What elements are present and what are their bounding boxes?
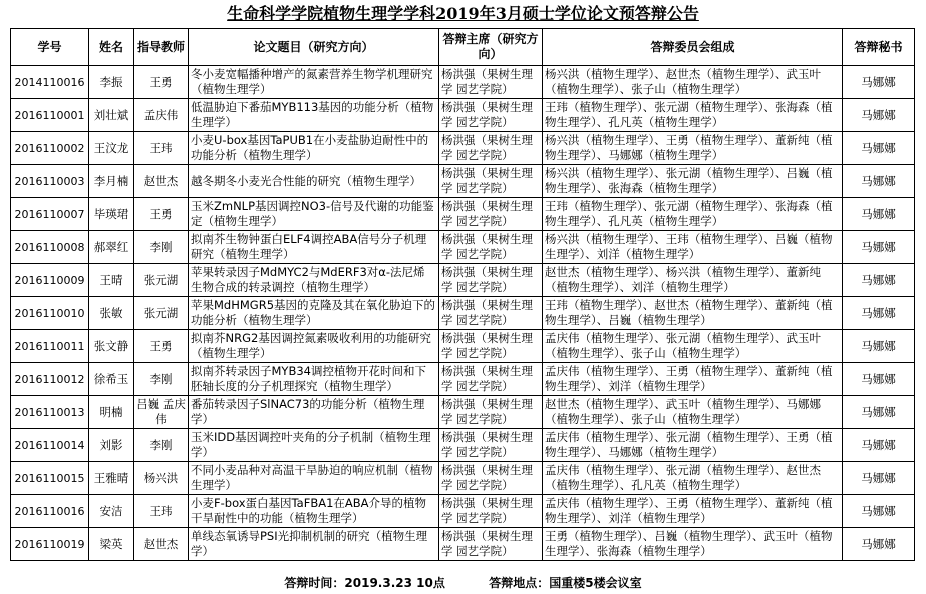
header-id: 学号	[11, 29, 89, 66]
table-row	[11, 297, 915, 330]
student-id-cell: 2016110009	[11, 264, 89, 297]
secretary-cell: 马娜娜	[843, 462, 915, 495]
table-row	[11, 264, 915, 297]
advisor-cell: 王勇	[134, 330, 189, 363]
table-row	[11, 99, 915, 132]
header-chair: 答辩主席（研究方向）	[439, 29, 543, 66]
advisor-cell: 王勇	[134, 198, 189, 231]
advisor-cell: 张元湖	[134, 297, 189, 330]
student-id-cell: 2016110007	[11, 198, 89, 231]
committee-cell: 孟庆伟（植物生理学）、张元湖（植物生理学）、赵世杰（植物生理学）、孔凡英（植物生理学）	[543, 462, 843, 495]
secretary-cell: 马娜娜	[843, 264, 915, 297]
advisor-cell: 赵世杰	[134, 165, 189, 198]
advisor-cell: 杨兴洪	[134, 462, 189, 495]
secretary-cell: 马娜娜	[843, 528, 915, 561]
student-name-cell: 王雅晴	[89, 462, 134, 495]
topic-cell: 拟南芥转录因子MYB34调控植物开花时间和下胚轴长度的分子机理探究（植物生理学）	[189, 363, 439, 396]
secretary-cell: 马娜娜	[843, 495, 915, 528]
secretary-cell: 马娜娜	[843, 231, 915, 264]
page-title: 生命科学学院植物生理学学科2019年3月硕士学位论文预答辩公告	[227, 4, 699, 23]
chair-cell: 杨洪强（果树生理学 园艺学院）	[439, 198, 543, 231]
committee-cell: 杨兴洪（植物生理学）、王勇（植物生理学）、董新纯（植物生理学）、马娜娜（植物生理学）	[543, 132, 843, 165]
topic-cell: 拟南芥NRG2基因调控氮素吸收利用的功能研究（植物生理学）	[189, 330, 439, 363]
secretary-cell: 马娜娜	[843, 429, 915, 462]
student-name-cell: 刘影	[89, 429, 134, 462]
student-name-cell: 张文静	[89, 330, 134, 363]
secretary-cell: 马娜娜	[843, 363, 915, 396]
student-id-cell: 2016110002	[11, 132, 89, 165]
chair-cell: 杨洪强（果树生理学 园艺学院）	[439, 330, 543, 363]
topic-cell: 越冬期冬小麦光合性能的研究（植物生理学）	[189, 165, 439, 198]
advisor-cell: 王玮	[134, 495, 189, 528]
chair-cell: 杨洪强（果树生理学 园艺学院）	[439, 495, 543, 528]
student-id-cell: 2016110011	[11, 330, 89, 363]
committee-cell: 杨兴洪（植物生理学）、王玮（植物生理学）、吕巍（植物生理学）、刘洋（植物生理学）	[543, 231, 843, 264]
table-row	[11, 231, 915, 264]
table-row	[11, 528, 915, 561]
secretary-cell: 马娜娜	[843, 165, 915, 198]
header-committee: 答辩委员会组成	[543, 29, 843, 66]
table-row	[11, 330, 915, 363]
defense-time: 答辩时间：2019.3.23 10点	[284, 576, 445, 590]
topic-cell: 拟南芥生物钟蛋白ELF4调控ABA信号分子机理研究（植物生理学）	[189, 231, 439, 264]
topic-cell: 小麦U-box基因TaPUB1在小麦盐胁迫耐性中的功能分析（植物生理学）	[189, 132, 439, 165]
committee-cell: 杨兴洪（植物生理学）、张元湖（植物生理学）、吕巍（植物生理学）、张海森（植物生理学）	[543, 165, 843, 198]
student-name-cell: 梁英	[89, 528, 134, 561]
defense-table	[10, 28, 915, 561]
student-id-cell: 2016110014	[11, 429, 89, 462]
table-row	[11, 495, 915, 528]
student-id-cell: 2016110008	[11, 231, 89, 264]
student-id-cell: 2016110013	[11, 396, 89, 429]
chair-cell: 杨洪强（果树生理学 园艺学院）	[439, 231, 543, 264]
header-secretary: 答辩秘书	[843, 29, 915, 66]
chair-cell: 杨洪强（果树生理学 园艺学院）	[439, 528, 543, 561]
advisor-cell: 王玮	[134, 132, 189, 165]
topic-cell: 玉米IDD基因调控叶夹角的分子机制（植物生理学）	[189, 429, 439, 462]
committee-cell: 王勇（植物生理学）、吕巍（植物生理学）、武玉叶（植物生理学）、张海森（植物生理学）	[543, 528, 843, 561]
table-row	[11, 165, 915, 198]
committee-cell: 孟庆伟（植物生理学）、张元湖（植物生理学）、王勇（植物生理学）、马娜娜（植物生理学）	[543, 429, 843, 462]
chair-cell: 杨洪强（果树生理学 园艺学院）	[439, 99, 543, 132]
student-id-cell: 2016110001	[11, 99, 89, 132]
header-advisor: 指导教师	[134, 29, 189, 66]
student-name-cell: 安洁	[89, 495, 134, 528]
header-topic: 论文题目（研究方向）	[189, 29, 439, 66]
student-id-cell: 2016110003	[11, 165, 89, 198]
secretary-cell: 马娜娜	[843, 330, 915, 363]
table-row	[11, 396, 915, 429]
secretary-cell: 马娜娜	[843, 99, 915, 132]
advisor-cell: 李刚	[134, 363, 189, 396]
chair-cell: 杨洪强（果树生理学 园艺学院）	[439, 264, 543, 297]
advisor-cell: 李刚	[134, 429, 189, 462]
topic-cell: 冬小麦宽幅播种增产的氮素营养生物学机理研究（植物生理学）	[189, 66, 439, 99]
student-name-cell: 王汶龙	[89, 132, 134, 165]
secretary-cell: 马娜娜	[843, 66, 915, 99]
topic-cell: 小麦F-box蛋白基因TaFBA1在ABA介导的植物干旱耐性中的功能（植物生理学）	[189, 495, 439, 528]
topic-cell: 玉米ZmNLP基因调控NO3-信号及代谢的功能鉴定（植物生理学）	[189, 198, 439, 231]
chair-cell: 杨洪强（果树生理学 园艺学院）	[439, 429, 543, 462]
student-id-cell: 2016110016	[11, 495, 89, 528]
student-name-cell: 郝翠红	[89, 231, 134, 264]
footer	[0, 575, 926, 591]
chair-cell: 杨洪强（果树生理学 园艺学院）	[439, 66, 543, 99]
committee-cell: 王玮（植物生理学）、张元湖（植物生理学）、张海森（植物生理学）、孔凡英（植物生理学）	[543, 198, 843, 231]
committee-cell: 王玮（植物生理学）、张元湖（植物生理学）、张海森（植物生理学）、孔凡英（植物生理学）	[543, 99, 843, 132]
student-id-cell: 2016110015	[11, 462, 89, 495]
secretary-cell: 马娜娜	[843, 198, 915, 231]
topic-cell: 番茄转录因子SlNAC73的功能分析（植物生理学）	[189, 396, 439, 429]
student-id-cell: 2016110019	[11, 528, 89, 561]
committee-cell: 孟庆伟（植物生理学）、张元湖（植物生理学）、武玉叶（植物生理学）、张子山（植物生理学）	[543, 330, 843, 363]
chair-cell: 杨洪强（果树生理学 园艺学院）	[439, 462, 543, 495]
student-id-cell: 2016110010	[11, 297, 89, 330]
topic-cell: 苹果MdHMGR5基因的克隆及其在氧化胁迫下的功能分析（植物生理学）	[189, 297, 439, 330]
advisor-cell: 李刚	[134, 231, 189, 264]
advisor-cell: 孟庆伟	[134, 99, 189, 132]
secretary-cell: 马娜娜	[843, 297, 915, 330]
topic-cell: 低温胁迫下番茄MYB113基因的功能分析（植物生理学）	[189, 99, 439, 132]
chair-cell: 杨洪强（果树生理学 园艺学院）	[439, 297, 543, 330]
committee-cell: 杨兴洪（植物生理学）、赵世杰（植物生理学）、武玉叶（植物生理学）、张子山（植物生理学）	[543, 66, 843, 99]
chair-cell: 杨洪强（果树生理学 园艺学院）	[439, 165, 543, 198]
student-name-cell: 张敏	[89, 297, 134, 330]
student-id-cell: 2016110012	[11, 363, 89, 396]
student-name-cell: 李振	[89, 66, 134, 99]
committee-cell: 赵世杰（植物生理学）、杨兴洪（植物生理学）、董新纯（植物生理学）、刘洋（植物生理学）	[543, 264, 843, 297]
chair-cell: 杨洪强（果树生理学 园艺学院）	[439, 396, 543, 429]
committee-cell: 孟庆伟（植物生理学）、王勇（植物生理学）、董新纯（植物生理学）、刘洋（植物生理学）	[543, 495, 843, 528]
advisor-cell: 赵世杰	[134, 528, 189, 561]
topic-cell: 单线态氧诱导PSI光抑制机制的研究（植物生理学）	[189, 528, 439, 561]
student-name-cell: 李月楠	[89, 165, 134, 198]
topic-cell: 不同小麦品种对高温干旱胁迫的响应机制（植物生理学）	[189, 462, 439, 495]
table-row	[11, 132, 915, 165]
student-name-cell: 徐希玉	[89, 363, 134, 396]
student-name-cell: 明楠	[89, 396, 134, 429]
secretary-cell: 马娜娜	[843, 132, 915, 165]
table-row	[11, 198, 915, 231]
committee-cell: 王玮（植物生理学）、赵世杰（植物生理学）、董新纯（植物生理学）、吕巍（植物生理学）	[543, 297, 843, 330]
table-row	[11, 429, 915, 462]
committee-cell: 赵世杰（植物生理学）、武玉叶（植物生理学）、马娜娜（植物生理学）、张子山（植物生理学）	[543, 396, 843, 429]
chair-cell: 杨洪强（果树生理学 园艺学院）	[439, 363, 543, 396]
advisor-cell: 吕巍 孟庆伟	[134, 396, 189, 429]
table-header-row	[11, 29, 915, 66]
advisor-cell: 王勇	[134, 66, 189, 99]
student-id-cell: 2014110016	[11, 66, 89, 99]
table-row	[11, 66, 915, 99]
secretary-cell: 马娜娜	[843, 396, 915, 429]
committee-cell: 孟庆伟（植物生理学）、王勇（植物生理学）、董新纯（植物生理学）、刘洋（植物生理学）	[543, 363, 843, 396]
advisor-cell: 张元湖	[134, 264, 189, 297]
student-name-cell: 毕瑛珺	[89, 198, 134, 231]
table-row	[11, 462, 915, 495]
table-row	[11, 363, 915, 396]
student-name-cell: 刘壮斌	[89, 99, 134, 132]
header-name: 姓名	[89, 29, 134, 66]
student-name-cell: 王晴	[89, 264, 134, 297]
defense-place: 答辩地点：国重楼5楼会议室	[489, 576, 642, 590]
chair-cell: 杨洪强（果树生理学 园艺学院）	[439, 132, 543, 165]
topic-cell: 苹果转录因子MdMYC2与MdERF3对α-法尼烯生物合成的转录调控（植物生理学）	[189, 264, 439, 297]
